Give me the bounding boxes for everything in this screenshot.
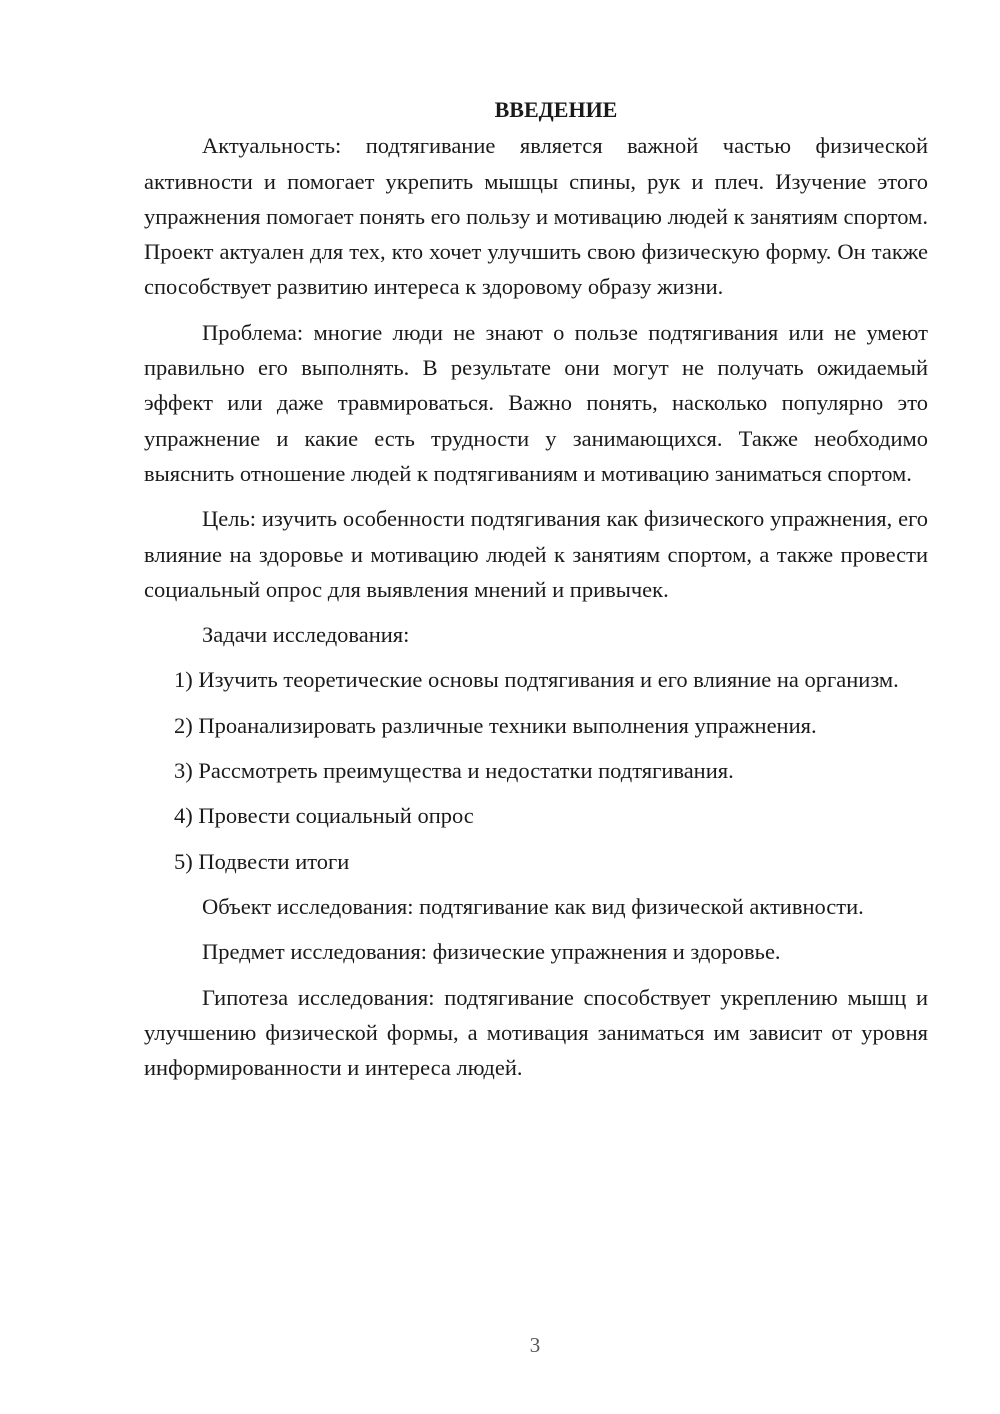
tasks-title: Задачи исследования: (202, 622, 410, 648)
task-item-1: 1) Изучить теоретические основы подтягивания и его влияние на организм. (174, 667, 899, 693)
section-heading: ВВЕДЕНИЕ (494, 97, 618, 122)
task-item-3: 3) Рассмотреть преимущества и недостатки подтягивания. (174, 758, 734, 784)
task-item-2: 2) Проанализировать различные техники выполнения упражнения. (174, 712, 817, 738)
paragraph-subject: Предмет исследования: физические упражнения и здоровье. (202, 939, 781, 965)
paragraph-object: Объект исследования: подтягивание как вид физической активности. (202, 893, 864, 919)
page-content (144, 92, 928, 1085)
paragraph-hypothesis: Гипотеза исследования: подтягивание способствует укреплению мышц и улучшению физической формы, а мотивация заниматься им зависит от уровня информированности и интереса людей. (144, 984, 928, 1081)
paragraph-goal: Цель: изучить особенности подтягивания как физического упражнения, его влияние на здоровье и мотивацию людей к занятиям спортом, а также провести социальный опрос для выявления мнений и привычек. (144, 506, 928, 602)
paragraph-problem: Проблема: многие люди не знают о пользе подтягивания или не умеют правильно его выполнять. В результате они могут не получать ожидаемый эффект или даже травмироваться. Важно понять, насколько популярно это упражнение и какие есть трудности у занимающихся. Также необходимо выяснить отношение людей к подтягиваниям и мотивацию заниматься спортом. (144, 319, 928, 486)
page-number: 3 (529, 1333, 541, 1357)
task-item-5: 5) Подвести итоги (174, 848, 350, 874)
task-item-4: 4) Провести социальный опрос (174, 803, 474, 829)
paragraph-relevance: Актуальность: подтягивание является важной частью физической активности и помогает укрепить мышцы спины, рук и плеч. Изучение этого упражнения помогает понять его пользу и мотивацию людей к занятиям спортом. Проект актуален для тех, кто хочет улучшить свою физическую форму. Он также способствует развитию интереса к здоровому образу жизни. (144, 133, 928, 300)
